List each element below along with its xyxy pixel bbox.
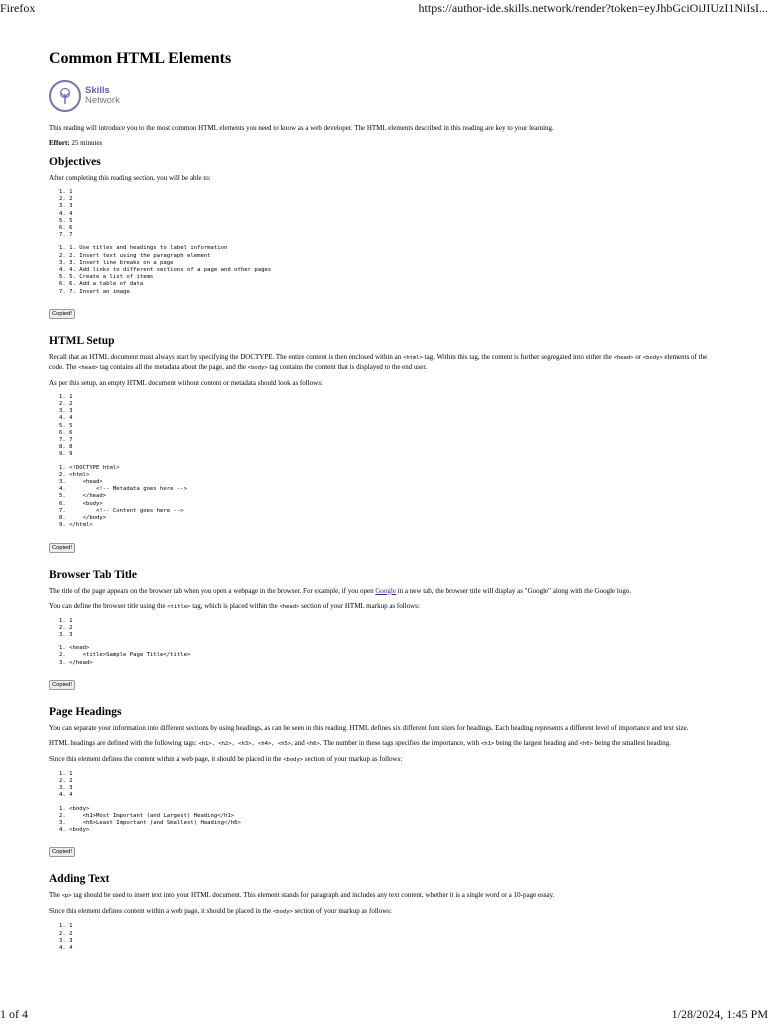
line-number: 3. 3 [59, 937, 73, 944]
line-number: 6. 6 [59, 225, 73, 232]
code-line: 2. <h1>Most Important (and Largest) Heading</h1> [59, 812, 235, 819]
code-line: 1. 1. Use titles and headings to label information [59, 245, 228, 252]
line-number: 1. 1 [59, 393, 73, 400]
code-line: 8. </body> [59, 515, 107, 522]
adding-text-text: The <p> tag should be used to insert text into your HTML document. This element stands for paragraph and includes any text content, whether it is a single word or a 10-page essay. [49, 891, 555, 900]
line-number: 4. 4 [59, 792, 73, 799]
objectives-line-numbers [49, 189, 721, 239]
page-headings-text-2: HTML headings are defined with the following tags: <h1>, <h2>, <h3>, <h4>, <h5>, and <h6>. The number in these tags specifies the importance, with <h1> being the largest heading and <h6> being the smallest heading. [49, 738, 671, 747]
page-number: 1 of 4 [0, 1007, 28, 1021]
code-line: 6. <body> [59, 500, 103, 507]
code-line: 3. <head> [59, 479, 103, 486]
intro-text: This reading will introduce you to the most common HTML elements you need to know as a web developer. The HTML elements described in this reading are key to your learning. [49, 124, 554, 132]
line-number: 4. 4 [59, 415, 73, 422]
objectives-text: After completing this reading section, you will be able to: [49, 174, 211, 182]
line-number: 1. 1 [59, 189, 73, 195]
code-line: 9. </html> [59, 522, 93, 529]
page-headings-heading: Page Headings [49, 705, 122, 718]
setup-line-numbers [49, 394, 721, 459]
line-number: 5. 5 [59, 217, 73, 224]
page-headings-text: You can separate your information into different sections by using headings, as can be seen in this reading. HTML defines six different font sizes for headings. Each heading represents a different level of importance and text size. [49, 723, 689, 732]
effort-value: 25 minutes [69, 139, 103, 147]
browser-tab-title-heading: Browser Tab Title [49, 568, 137, 581]
headings-code-block [49, 806, 721, 835]
line-number: 7. 7 [59, 232, 73, 239]
code-line: 7. <!-- Content goes here --> [59, 507, 184, 514]
tab-title-line-numbers [49, 618, 721, 640]
line-number: 3. 3 [59, 203, 73, 210]
line-number: 1. 1 [59, 770, 73, 777]
line-number: 2. 2 [59, 624, 73, 631]
adding-text-heading: Adding Text [49, 873, 110, 886]
print-header [0, 1, 768, 16]
html-setup-text-2: As per this setup, an empty HTML document without content or metadata should look as follows: [49, 378, 323, 387]
line-number: 7. 7 [59, 437, 73, 444]
line-number: 3. 3 [59, 785, 73, 792]
line-number: 1. 1 [59, 617, 73, 624]
html-setup-heading: HTML Setup [49, 334, 115, 347]
tab-title-code-block [49, 645, 721, 667]
objectives-code-block [49, 245, 721, 295]
objectives-heading: Objectives [49, 156, 101, 168]
code-line: 1. <body> [59, 805, 90, 812]
logo-line-2: Network [85, 95, 120, 106]
page-title: Common HTML Elements [49, 50, 232, 67]
effort-line [49, 139, 721, 148]
line-number: 5. 5 [59, 422, 73, 429]
copy-button[interactable]: Copied! [49, 847, 75, 857]
copy-button[interactable]: Copied! [49, 309, 75, 319]
browser-tab-title-text: The title of the page appears on the browser tab when you open a webpage in the browser. For example, if you open Google in a new tab, the browser title will display as "Google" along with the Google logo. [49, 586, 632, 595]
line-number: 8. 8 [59, 444, 73, 451]
line-number: 6. 6 [59, 429, 73, 436]
line-number: 9. 9 [59, 451, 73, 458]
code-line: 6. 6. Add a table of data [59, 281, 144, 288]
line-number: 1. 1 [59, 923, 73, 930]
line-number: 2. 2 [59, 777, 73, 784]
line-number: 2. 2 [59, 196, 73, 203]
code-line: 3. <h6>Least Important (and Smallest) Heading</h6> [59, 819, 241, 826]
line-number: 2. 2 [59, 401, 73, 408]
browser-name: Firefox [0, 1, 36, 15]
print-footer [0, 1007, 768, 1022]
effort-label: Effort: [49, 139, 70, 147]
tree-logo-icon [49, 80, 81, 112]
line-number: 4. 4 [59, 210, 73, 217]
code-line: 4. <!-- Metadata goes here --> [59, 486, 187, 493]
skills-network-logo [49, 78, 721, 114]
code-line: 4. <body> [59, 827, 90, 834]
code-line: 1. <!DOCTYPE html> [59, 464, 120, 471]
line-number: 2. 2 [59, 930, 73, 937]
browser-tab-title-text-2: You can define the browser title using the <title> tag, which is placed within the <head> section of your HTML markup as follows: [49, 601, 420, 610]
code-line: 5. 5. Create a list of items [59, 274, 154, 281]
code-line: 7. 7. Insert an image [59, 288, 130, 295]
code-line: 2. <title>Sample Page Title</title> [59, 652, 191, 659]
page-url: https://author-ide.skills.network/render?token=eyJhbGciOiJIUzI1NiIsI... [418, 1, 768, 15]
line-number: 4. 4 [59, 944, 73, 951]
line-number: 3. 3 [59, 408, 73, 415]
code-line: 3. 3. Insert line breaks on a page [59, 259, 174, 266]
document-content [49, 50, 721, 958]
code-line: 1. <head> [59, 645, 90, 652]
code-line: 2. <html> [59, 471, 90, 478]
code-line: 5. </head> [59, 493, 107, 500]
copy-button[interactable]: Copied! [49, 543, 75, 553]
code-line: 2. 2. Insert text using the paragraph element [59, 252, 211, 259]
logo-line-1: Skills [85, 85, 110, 96]
google-link[interactable]: Google [375, 586, 396, 595]
page-headings-text-3: Since this element defines the content within a web page, it should be placed in the <body> section of your markup as follows: [49, 754, 403, 763]
code-line: 3. </head> [59, 659, 93, 666]
headings-line-numbers [49, 771, 721, 800]
setup-code-block [49, 465, 721, 530]
adding-text-text-2: Since this element defines content within a web page, it should be placed in the <body> section of your markup as follows: [49, 907, 392, 916]
print-datetime: 1/28/2024, 1:45 PM [671, 1007, 768, 1021]
line-number: 3. 3 [59, 631, 73, 638]
copy-button[interactable]: Copied! [49, 680, 75, 690]
code-line: 4. 4. Add links to different sections of a page and other pages [59, 267, 272, 274]
adding-text-line-numbers [49, 923, 721, 952]
html-setup-text: Recall that an HTML document must always start by specifying the DOCTYPE. The entire content is then enclosed within an <html> tag. Within this tag, the content is further segregated into either the <head> or <body> elements of the code. The <head> tag contains all the metadata about the page, and the <body> tag contains the content that is displayed to the end user. [49, 352, 708, 371]
